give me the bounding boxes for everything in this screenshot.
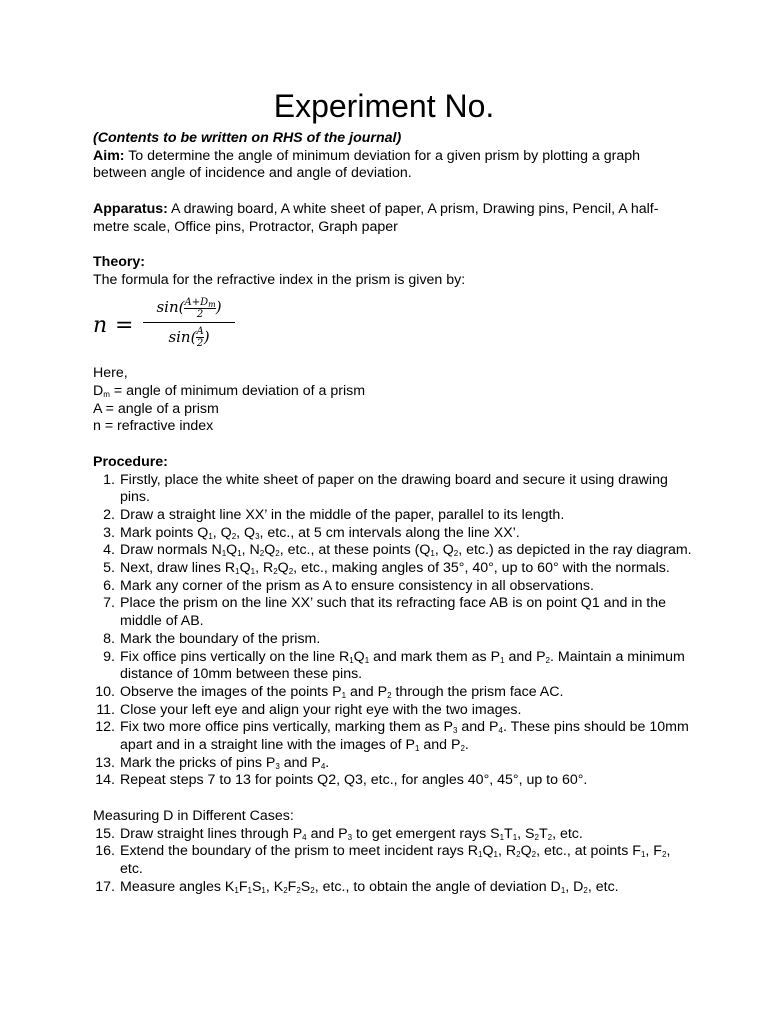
step-number: 6. (103, 577, 115, 594)
procedure-step (93, 719, 693, 754)
procedure-step (93, 684, 693, 702)
step-number: 16. (95, 843, 115, 860)
procedure-heading (93, 454, 693, 472)
formula-numerator (143, 295, 235, 320)
step-text: Repeat steps 7 to 13 for points Q2, Q3, etc., for angles 40°, 45°, up to 60°. (120, 772, 588, 789)
step-number: 8. (103, 630, 115, 647)
step-text: Close your left eye and align your right eye with the two images. (120, 701, 522, 718)
page-title: Experiment No. (273, 88, 495, 124)
document-body (93, 130, 693, 896)
numerator-inner-fraction (184, 297, 215, 320)
step-number: 3. (103, 524, 115, 541)
procedure-step (93, 879, 693, 897)
formula-lhs: n (93, 313, 108, 339)
procedure-step (93, 772, 693, 790)
definition-item: n = refractive index (93, 418, 214, 435)
numerator-inner-top: A+D (184, 296, 209, 308)
procedure-step (93, 542, 693, 560)
step-text: Place the prism on the line XX’ such that its refracting face AB is on point Q1 and in the middle of AB. (120, 595, 666, 630)
procedure-step (93, 649, 693, 684)
fraction-bar (143, 322, 235, 323)
step-number: 4. (103, 542, 115, 559)
procedure-step (93, 595, 693, 630)
step-number: 15. (95, 825, 115, 842)
aim-label: Aim: (93, 147, 125, 164)
procedure-step (93, 702, 693, 720)
step-text: Observe the images of the points $P_1$ and $P_2$ through the prism face AC. (120, 683, 564, 700)
numerator-inner-bottom: 2 (184, 308, 215, 320)
procedure-step (93, 525, 693, 543)
step-number: 2. (103, 506, 115, 523)
step-text: Firstly, place the white sheet of paper on the drawing board and secure it using drawing pins. (120, 471, 668, 506)
step-number: 14. (95, 772, 115, 789)
formula-denominator (143, 325, 235, 350)
procedure-step (93, 826, 693, 844)
step-number: 5. (103, 560, 115, 577)
numerator-inner-sub: m (208, 299, 216, 309)
formula-equals: = (115, 313, 134, 339)
procedure-step (93, 507, 693, 525)
measuring-heading: Measuring D in Different Cases: (93, 807, 294, 824)
step-number: 13. (95, 754, 115, 771)
step-text: Mark points $Q_1$, $Q_2$, $Q_3$, etc., at 5 cm intervals along the line XX’. (120, 524, 520, 541)
definitions-list (93, 383, 693, 436)
step-text: Draw normals $N_1Q_1$, $N_2Q_2$, etc., at these points ($Q_1$, $Q_2$, etc.) as depicted in the ray diagram. (120, 542, 692, 559)
measuring-list (93, 826, 693, 897)
apparatus-text: A drawing board, A white sheet of paper, A prism, Drawing pins, Pencil, A half-metre scale, Office pins, Protractor, Graph paper (93, 200, 659, 235)
step-number: 12. (95, 719, 115, 736)
aim-paragraph (93, 148, 693, 183)
theory-text: The formula for the refractive index in the prism is given by: (93, 271, 466, 288)
refractive-index-formula (93, 289, 693, 365)
step-text: Fix two more office pins vertically, marking them as $P_3$ and $P_4$. These pins should be 10mm apart and in a straight line with the images of $P_1$ and $P_2$. (120, 719, 689, 754)
denominator-close: ) (203, 327, 210, 346)
journal-note: (Contents to be written on RHS of the journal) (93, 130, 402, 146)
step-number: 10. (95, 683, 115, 700)
procedure-step (93, 560, 693, 578)
procedure-step (93, 631, 693, 649)
step-text: Extend the boundary of the prism to meet incident rays $R_1Q_1$, $R_2Q_2$, etc., at points $F_1$, $F_2$, etc. (120, 843, 671, 877)
numerator-fn: sin( (156, 298, 185, 317)
definition-item: $D_m$ = angle of minimum deviation of a prism (93, 383, 366, 399)
step-text: Mark the pricks of pins $P_3$ and $P_4$. (120, 754, 330, 771)
step-text: Mark the boundary of the prism. (120, 630, 321, 647)
procedure-step (93, 755, 693, 773)
step-number: 9. (103, 648, 115, 665)
procedure-step (93, 472, 693, 507)
numerator-close: ) (215, 298, 222, 317)
apparatus-label: Apparatus: (93, 200, 168, 217)
step-number: 1. (103, 471, 115, 488)
denominator-fn: sin( (168, 327, 197, 346)
step-text: Draw straight lines through $P_4$ and $P_3$ to get emergent rays $S_1T_1$, $S_2T_2$, etc. (120, 825, 583, 842)
step-text: Draw a straight line XX’ in the middle of the paper, parallel to its length. (120, 506, 565, 523)
denominator-inner-top: A (196, 326, 204, 338)
aim-text: To determine the angle of minimum deviation for a given prism by plotting a graph between angle of incidence and angle of deviation. (93, 147, 641, 182)
denominator-inner-fraction (196, 326, 203, 349)
step-number: 17. (95, 878, 115, 895)
step-text: Next, draw lines $R_1Q_1$, $R_2Q_2$, etc., making angles of 35°, 40°, up to 60° with the normals. (120, 560, 670, 577)
step-text: Fix office pins vertically on the line $R_1Q_1$ and mark them as $P_1$ and $P_2$. Maintain a minimum distance of 10mm between these pins. (120, 648, 685, 683)
theory-heading (93, 254, 693, 272)
procedure-step (93, 843, 693, 878)
step-text: Measure angles $K_1F_1S_1$, $K_2F_2S_2$, etc., to obtain the angle of deviation $D_1$, $D_2$, etc. (120, 878, 619, 895)
denominator-inner-bottom: 2 (196, 338, 204, 350)
step-text: Mark any corner of the prism as A to ensure consistency in all observations. (120, 577, 594, 594)
apparatus-paragraph (93, 201, 693, 236)
step-number: 11. (96, 701, 115, 718)
procedure-list (93, 472, 693, 791)
step-number: 7. (103, 595, 115, 612)
procedure-step (93, 578, 693, 596)
procedure-label: Procedure: (93, 453, 168, 470)
definition-item: A = angle of a prism (93, 400, 219, 417)
here-label: Here, (93, 365, 128, 382)
theory-label: Theory: (93, 253, 146, 270)
formula-fraction (143, 295, 235, 349)
